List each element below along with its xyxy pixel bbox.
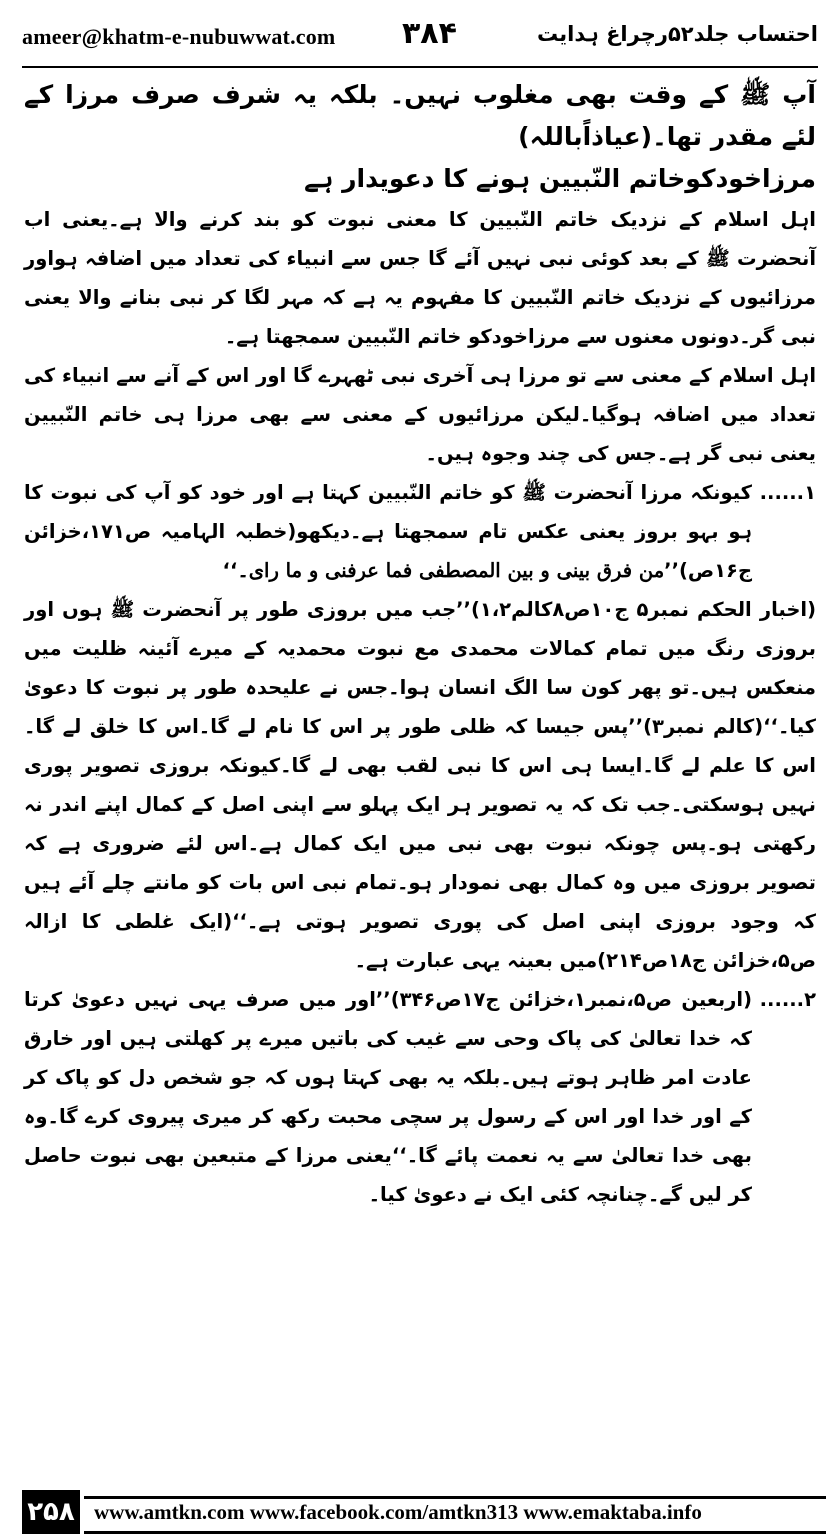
item-1-text: کیونکہ مرزا آنحضرت ﷺ کو خاتم النّبیین کہتا ہے اور خود کو آپ کی نبوت کا ہو بہو بروز یعنی عکس تام سمجھتا ہے۔دیکھو(خطبہ الہامیہ ص۱۷۱،خزائن ج۱۶ص)’’ [24,481,752,582]
header-divider [22,66,818,68]
item-1-arabic-quote: من فرق بینی و بین المصطفی فما عرفنی و ما رای۔ [237,559,665,582]
intro-line: آپ ﷺ کے وقت بھی مغلوب نہیں۔ بلکہ یہ شرف صرف مرزا کے لئے مقدر تھا۔(عیاذاًباللہ) [24,80,816,151]
section-heading: مرزاخودکوخاتم النّبیین ہونے کا دعویدار ہے [304,164,816,193]
numbered-item-2 [24,980,816,1214]
page-header [22,14,818,62]
item-2-text: (اربعین ص۵،نمبر۱،خزائن ج۱۷ص۳۴۶)’’اور میں صرف یہی نہیں دعویٰ کرتا کہ خدا تعالیٰ کی پاک وحی سے غیب کی باتیں میرے پر کھلتی ہیں اور خارق عادت امر ظاہر ہوتے ہیں۔بلکہ یہ بھی کہتا ہوں کہ جو شخص دل کو پاک کر کے اور خدا اور اس کے رسول پر سچی محبت رکھ کر میری پیروی کرے گا۔وہ بھی خدا تعالیٰ سے یہ نعمت پائے گا۔‘‘یعنی مرزا کے متبعین بھی نبوت حاصل کر لیں گے۔چنانچہ کئی ایک نے دعویٰ کیا۔ [24,988,752,1206]
item-1-number: ۱...... [759,481,816,504]
page-footer [22,1490,826,1534]
paragraph-2: اہل اسلام کے معنی سے تو مرزا ہی آخری نبی ٹھہرے گا اور اس کے آنے سے انبیاء کی تعداد میں اضافہ ہوگیا۔لیکن مرزائیوں کے معنی سے بھی مرزا ہی خاتم النّبیین یعنی نبی گر ہے۔جس کی چند وجوہ ہیں۔ [24,364,816,465]
item-2-number: ۲...... [759,988,816,1011]
numbered-item-1 [24,473,816,590]
footer-page-number: ۲۵۸ [22,1490,80,1534]
paragraph-1: اہل اسلام کے نزدیک خاتم النّبیین کا معنی نبوت کو بند کرنے والا ہے۔یعنی اب آنحضرت ﷺ کے بعد کوئی نبی نہیں آئے گا جس سے انبیاء کی تعداد میں اضافہ ہواور مرزائیوں کے نزدیک خاتم النّبیین کا مفہوم یہ ہے کہ مہر لگا کر نبی بنانے والا یعنی نبی گر۔دونوں معنوں سے مرزاخودکو خاتم النّبیین سمجھتا ہے۔ [24,208,816,348]
page-body [24,74,816,1474]
header-page-number: ۳۸۴ [402,16,457,51]
item-1-quote-end: ‘‘ [222,559,238,582]
paragraph-3: (اخبار الحکم نمبر۵ ج۱۰ص۸کالم۱،۲)’’جب میں بروزی طور پر آنحضرت ﷺ ہوں اور بروزی رنگ میں تمام کمالات محمدی مع نبوت محمدیہ کے میرے آئینہ ظلیت میں منعکس ہیں۔تو پھر کون سا الگ انسان ہوا۔جس نے علیحدہ طور پر نبوت کا دعویٰ کیا۔‘‘(کالم نمبر۳)’’پس جیسا کہ ظلی طور پر اس کا نام لے گا۔اس کا خلق لے گا۔اس کا علم لے گا۔ایسا ہی اس کا نبی لقب بھی لے گا۔کیونکہ بروزی تصویر پوری نہیں ہوسکتی۔جب تک کہ یہ تصویر ہر ایک پہلو سے اپنی اصل کے کمال اپنے اندر نہ رکھتی ہو۔پس چونکہ نبوت بھی نبی میں ایک کمال ہے۔اس لئے ضروری ہے کہ تصویر بروزی میں وہ کمال بھی نمودار ہو۔تمام نبی اس بات کو مانتے چلے آئے ہیں کہ وجود بروزی اپنی اصل کی پوری تصویر ہوتی ہے۔‘‘(ایک غلطی کا ازالہ ص۵،خزائن ج۱۸ص۲۱۴)میں بعینہ یہی عبارت ہے۔ [24,598,817,972]
header-email: ameer@khatm-e-nubuwwat.com [22,24,336,49]
header-book-title: احتساب جلد۵۲رچراغ ہدایت [537,22,818,46]
footer-links: www.amtkn.com www.facebook.com/amtkn313 www.emaktaba.info [94,1500,702,1524]
item-1-body [24,473,752,590]
